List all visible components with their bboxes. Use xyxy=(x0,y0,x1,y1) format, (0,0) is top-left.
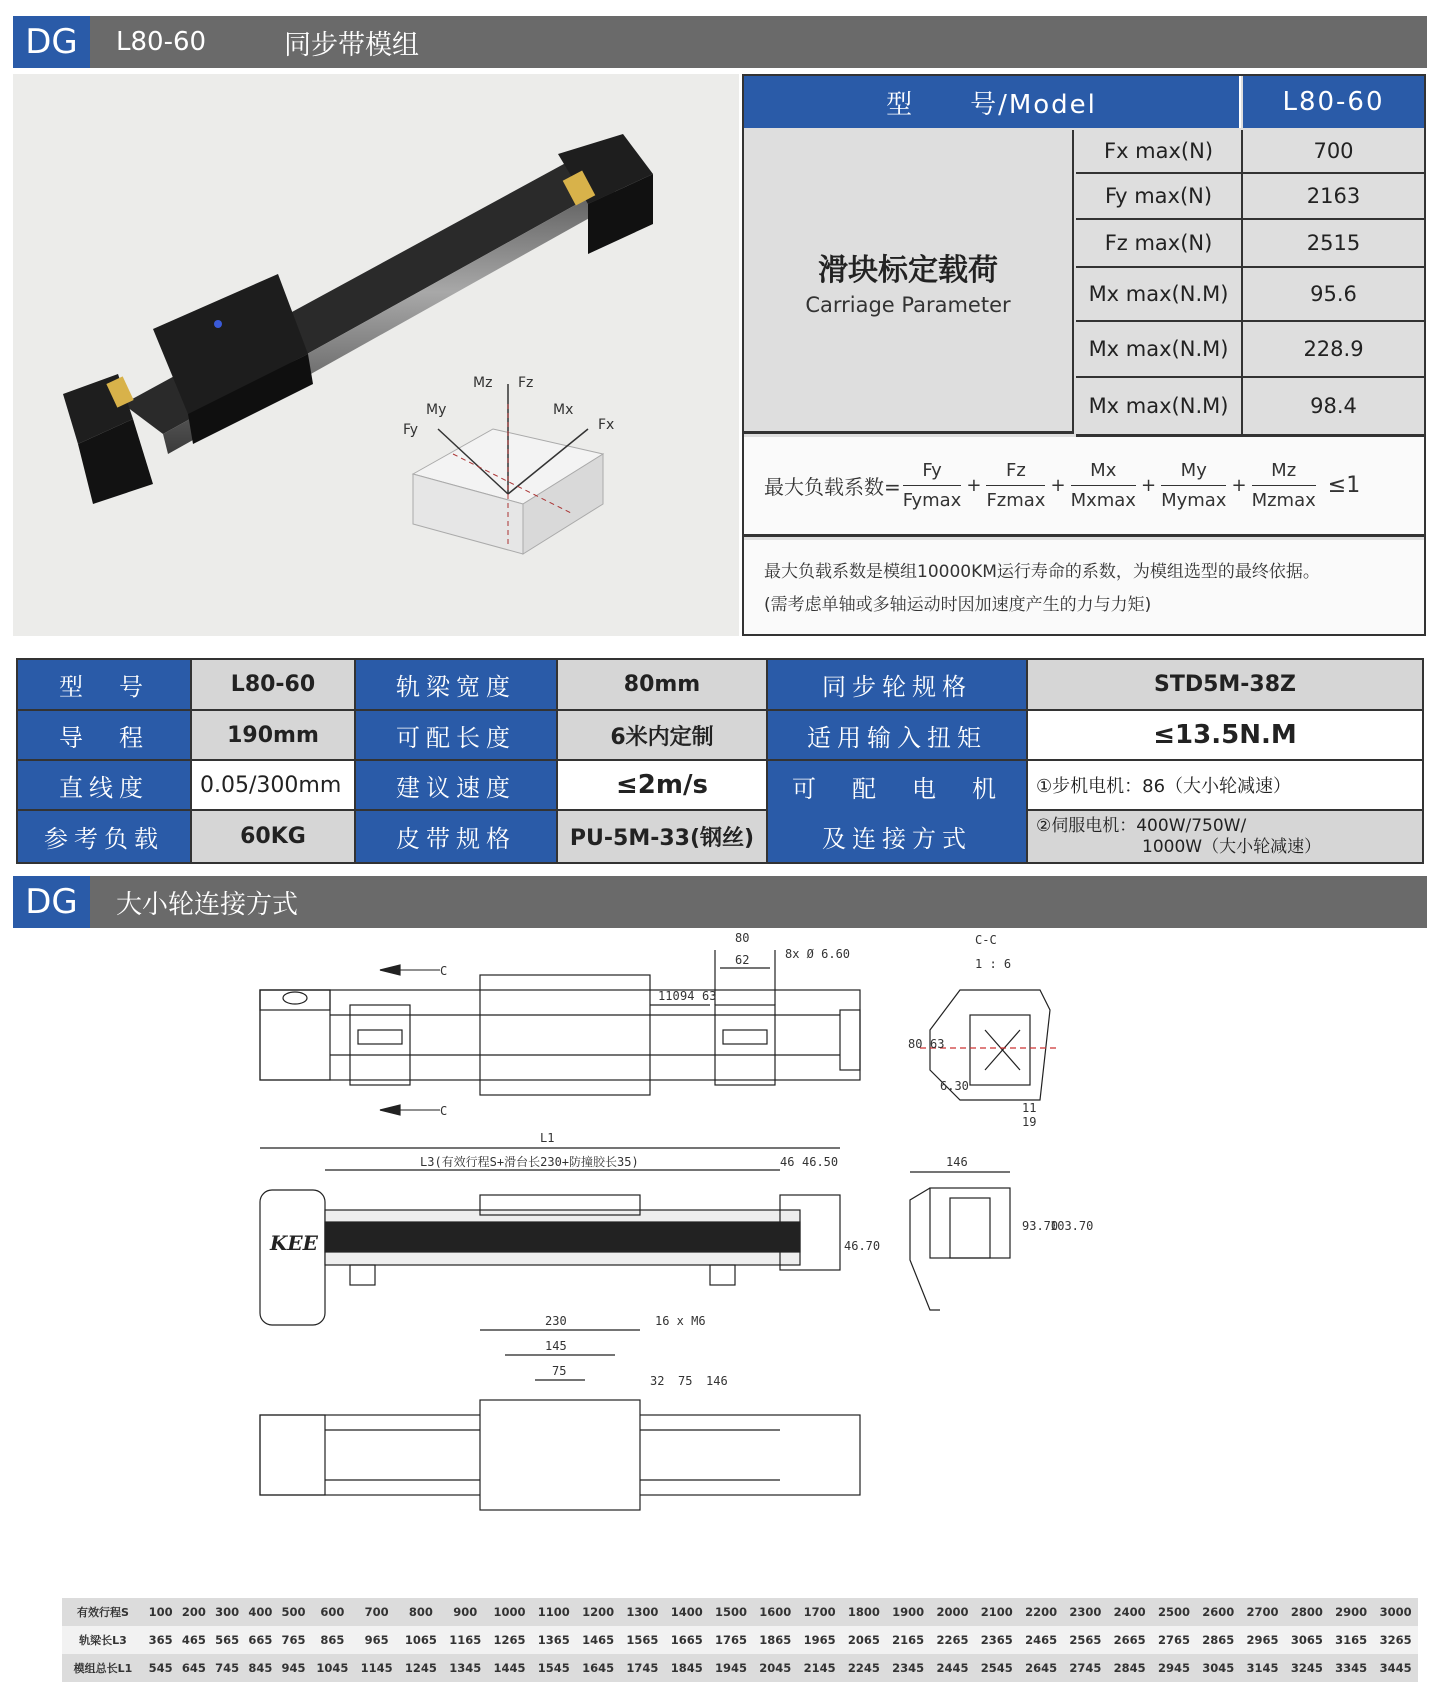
stroke-cell: 3245 xyxy=(1285,1654,1329,1682)
label-motor: 可 配 电 机 xyxy=(768,761,1028,811)
dim: 46 xyxy=(780,1155,795,1169)
stroke-cell: 700 xyxy=(354,1598,398,1626)
dim-holes: 16 x M6 xyxy=(655,1314,706,1328)
stroke-cell: 945 xyxy=(277,1654,310,1682)
stroke-cell: 645 xyxy=(177,1654,210,1682)
note-line-1: 最大负载系数是模组10000KM运行寿命的系数，为模组选型的最终依据。 xyxy=(764,562,1320,582)
dim: 103.70 xyxy=(1050,1219,1094,1233)
label-mx: Mx xyxy=(553,402,574,418)
dim: 80 xyxy=(908,1037,923,1051)
product-photo xyxy=(13,74,739,636)
dim: 146 xyxy=(946,1155,968,1169)
formula-term: $\frac{Fz}{Fzmax}$ xyxy=(986,460,1046,511)
value-lead: 190mm xyxy=(192,711,356,761)
stroke-cell: 3265 xyxy=(1373,1626,1418,1654)
bottom-view xyxy=(260,1330,860,1510)
value-belt: PU-5M-33(钢丝) xyxy=(558,811,768,862)
stroke-cell: 3000 xyxy=(1373,1598,1418,1626)
param-label: Mx max(N.M) xyxy=(1076,268,1243,322)
stroke-cell: 1045 xyxy=(310,1654,354,1682)
stroke-cell: 3045 xyxy=(1196,1654,1240,1682)
value-straightness: 0.05/300mm xyxy=(192,761,356,811)
label-fz: Fz xyxy=(518,375,534,391)
stroke-cell: 1365 xyxy=(532,1626,576,1654)
stroke-cell: 1900 xyxy=(886,1598,930,1626)
formula-suffix: ≤1 xyxy=(1327,473,1361,498)
param-value: 2515 xyxy=(1243,220,1424,268)
value-pulley-spec: STD5M-38Z xyxy=(1028,660,1422,711)
top-view xyxy=(260,950,860,1115)
stroke-cell: 1200 xyxy=(576,1598,620,1626)
stroke-cell: 2300 xyxy=(1063,1598,1107,1626)
load-note xyxy=(744,540,1424,634)
stroke-cell: 1065 xyxy=(399,1626,443,1654)
label-model: 型 号 xyxy=(18,660,192,711)
stroke-cell: 1345 xyxy=(443,1654,487,1682)
dim: 94 xyxy=(680,989,695,1003)
stroke-cell: 2345 xyxy=(886,1654,930,1682)
stroke-cell: 2000 xyxy=(930,1598,974,1626)
stroke-cell: 365 xyxy=(144,1626,177,1654)
stroke-cell: 800 xyxy=(399,1598,443,1626)
dim-l3: L3(有效行程S+滑台长230+防撞胶长35) xyxy=(420,1155,639,1169)
module-params-table xyxy=(16,658,1424,864)
dim: 75 xyxy=(678,1374,693,1388)
value-rail-width: 80mm xyxy=(558,660,768,711)
formula-term: $\frac{Fy}{Fymax}$ xyxy=(902,460,962,511)
stroke-cell: 845 xyxy=(244,1654,277,1682)
dim: 62 xyxy=(735,953,750,967)
stroke-cell: 400 xyxy=(244,1598,277,1626)
row-header: 轨梁长L3 xyxy=(62,1626,144,1654)
formula-term: $\frac{Mx}{Mxmax}$ xyxy=(1070,460,1136,511)
dim: 230 xyxy=(545,1314,567,1328)
stroke-cell: 1945 xyxy=(709,1654,753,1682)
value-stepper-motor: ①步机电机：86（大小轮减速） xyxy=(1028,761,1422,811)
section-marker: C xyxy=(440,964,448,978)
value-model: L80-60 xyxy=(192,660,356,711)
dim: 46.50 xyxy=(802,1155,839,1169)
stroke-cell: 1765 xyxy=(709,1626,753,1654)
row-header: 有效行程S xyxy=(62,1598,144,1626)
label-torque: 适用输入扭矩 xyxy=(768,711,1028,761)
dim: 110 xyxy=(658,989,680,1003)
value-speed: ≤2m/s xyxy=(558,761,768,811)
stroke-cell: 2845 xyxy=(1108,1654,1152,1682)
stroke-cell: 2865 xyxy=(1196,1626,1240,1654)
stroke-cell: 1145 xyxy=(354,1654,398,1682)
side-view xyxy=(260,1148,840,1325)
stroke-cell: 765 xyxy=(277,1626,310,1654)
stroke-cell: 1165 xyxy=(443,1626,487,1654)
stroke-cell: 2900 xyxy=(1329,1598,1373,1626)
stroke-cell: 1865 xyxy=(753,1626,797,1654)
stroke-cell: 2200 xyxy=(1019,1598,1063,1626)
label-connection: 及连接方式 xyxy=(768,811,1028,862)
dim: 75 xyxy=(552,1364,567,1378)
param-value: 98.4 xyxy=(1243,378,1424,437)
stroke-cell: 2745 xyxy=(1063,1654,1107,1682)
stroke-cell: 745 xyxy=(210,1654,243,1682)
label-straightness: 直线度 xyxy=(18,761,192,811)
model-heading: 型 号/Model xyxy=(744,76,1241,128)
stroke-cell: 1500 xyxy=(709,1598,753,1626)
model-value: L80-60 xyxy=(1243,76,1424,128)
stroke-cell: 2945 xyxy=(1152,1654,1196,1682)
label-load: 参考负载 xyxy=(18,811,192,862)
stroke-table-row xyxy=(62,1598,1418,1626)
formula-prefix: 最大负载系数= xyxy=(764,475,901,499)
label-fx: Fx xyxy=(598,417,615,433)
carriage-spec-table xyxy=(742,74,1426,636)
label-speed: 建议速度 xyxy=(356,761,558,811)
stroke-cell: 2100 xyxy=(975,1598,1019,1626)
stroke-cell: 1100 xyxy=(532,1598,576,1626)
stroke-cell: 100 xyxy=(144,1598,177,1626)
stroke-cell: 1745 xyxy=(620,1654,664,1682)
label-belt: 皮带规格 xyxy=(356,811,558,862)
stroke-table-row xyxy=(62,1654,1418,1682)
param-value: 228.9 xyxy=(1243,322,1424,378)
end-view xyxy=(910,1172,1010,1310)
stroke-table-row xyxy=(62,1626,1418,1654)
drawing-canvas xyxy=(240,930,1200,1590)
stroke-cell: 565 xyxy=(210,1626,243,1654)
header-title: 大小轮连接方式 xyxy=(116,889,299,920)
stroke-cell: 2400 xyxy=(1108,1598,1152,1626)
dim: 63 xyxy=(930,1037,945,1051)
carriage-title-cn: 滑块标定载荷 xyxy=(818,252,998,288)
stroke-cell: 1665 xyxy=(665,1626,709,1654)
param-label: Mx max(N.M) xyxy=(1076,378,1243,437)
stroke-cell: 2365 xyxy=(975,1626,1019,1654)
stroke-cell: 3445 xyxy=(1373,1654,1418,1682)
stroke-cell: 545 xyxy=(144,1654,177,1682)
param-value: 95.6 xyxy=(1243,268,1424,322)
stroke-cell: 1700 xyxy=(797,1598,841,1626)
stroke-cell: 1965 xyxy=(797,1626,841,1654)
section-header-module xyxy=(13,16,1427,68)
stroke-cell: 1265 xyxy=(487,1626,531,1654)
header-model: L80-60 xyxy=(116,27,207,57)
dim: 145 xyxy=(545,1339,567,1353)
stroke-cell: 1445 xyxy=(487,1654,531,1682)
stroke-cell: 665 xyxy=(244,1626,277,1654)
stroke-cell: 2965 xyxy=(1240,1626,1284,1654)
stroke-cell: 2645 xyxy=(1019,1654,1063,1682)
stroke-length-table xyxy=(62,1598,1418,1682)
stroke-cell: 2065 xyxy=(842,1626,886,1654)
stroke-cell: 3145 xyxy=(1240,1654,1284,1682)
carriage-title-en: Carriage Parameter xyxy=(805,292,1011,317)
stroke-cell: 1545 xyxy=(532,1654,576,1682)
section-header-connection xyxy=(13,876,1427,928)
row-header: 模组总长L1 xyxy=(62,1654,144,1682)
dim: 8x Ø 6.60 xyxy=(785,947,851,961)
kee-logo-text: KEE xyxy=(270,1231,318,1255)
stroke-cell: 865 xyxy=(310,1626,354,1654)
technical-drawings xyxy=(240,930,1200,1590)
value-length: 6米内定制 xyxy=(558,711,768,761)
stroke-cell: 2800 xyxy=(1285,1598,1329,1626)
stroke-cell: 2500 xyxy=(1152,1598,1196,1626)
stroke-cell: 900 xyxy=(443,1598,487,1626)
stroke-cell: 1000 xyxy=(487,1598,531,1626)
stroke-cell: 300 xyxy=(210,1598,243,1626)
stroke-cell: 2265 xyxy=(930,1626,974,1654)
dg-badge: DG xyxy=(13,876,90,928)
dim: 63 xyxy=(702,989,717,1003)
stroke-cell: 2600 xyxy=(1196,1598,1240,1626)
stroke-cell: 600 xyxy=(310,1598,354,1626)
stroke-cell: 1800 xyxy=(842,1598,886,1626)
product-illustration xyxy=(13,74,739,636)
label-length: 可配长度 xyxy=(356,711,558,761)
stroke-cell: 2245 xyxy=(842,1654,886,1682)
stroke-cell: 3065 xyxy=(1285,1626,1329,1654)
dim: 146 xyxy=(706,1374,728,1388)
stroke-cell: 2165 xyxy=(886,1626,930,1654)
stroke-cell: 2665 xyxy=(1108,1626,1152,1654)
stroke-cell: 2565 xyxy=(1063,1626,1107,1654)
formula-term: $\frac{Mz}{Mzmax}$ xyxy=(1251,460,1316,511)
dim: 80 xyxy=(735,931,750,945)
stroke-cell: 1565 xyxy=(620,1626,664,1654)
stroke-cell: 3345 xyxy=(1329,1654,1373,1682)
param-label: Fy max(N) xyxy=(1076,174,1243,220)
value-servo-motor: ②伺服电机：400W/750W/ 1000W（大小轮减速） xyxy=(1028,811,1422,862)
load-diagram xyxy=(403,375,614,554)
stroke-cell: 1245 xyxy=(399,1654,443,1682)
label-fy: Fy xyxy=(403,422,419,438)
param-label: Fx max(N) xyxy=(1076,130,1243,174)
dim: 19 xyxy=(1022,1115,1037,1129)
label-my: My xyxy=(426,402,447,418)
header-title: 同步带模组 xyxy=(284,29,420,61)
stroke-cell: 1645 xyxy=(576,1654,620,1682)
section-title: C-C xyxy=(975,933,997,947)
label-rail-width: 轨梁宽度 xyxy=(356,660,558,711)
stroke-cell: 1300 xyxy=(620,1598,664,1626)
max-load-formula: 最大负载系数= $\frac{Fy}{Fymax}$ + $\frac{Fz}{Fzmax}$ + $\frac{Mx}{Mxmax}$ + $\frac{My}{Mymax}$ + $\frac{Mz}{Mzmax}$ ≤1 xyxy=(744,437,1424,537)
stroke-cell: 1600 xyxy=(753,1598,797,1626)
dim: 6.30 xyxy=(940,1079,969,1093)
section-marker: C xyxy=(440,1104,448,1118)
stroke-cell: 1465 xyxy=(576,1626,620,1654)
note-line-2: (需考虑单轴或多轴运动时因加速度产生的力与力矩) xyxy=(764,595,1152,615)
stroke-cell: 1845 xyxy=(665,1654,709,1682)
dim: 93.70 xyxy=(1022,1219,1059,1233)
dim-l1: L1 xyxy=(540,1131,555,1145)
param-value: 700 xyxy=(1243,130,1424,174)
label-mz: Mz xyxy=(473,375,493,391)
value-torque: ≤13.5N.M xyxy=(1028,711,1422,761)
formula-term: $\frac{My}{Mymax}$ xyxy=(1161,460,1227,511)
stroke-cell: 2045 xyxy=(753,1654,797,1682)
stroke-cell: 3165 xyxy=(1329,1626,1373,1654)
stroke-cell: 965 xyxy=(354,1626,398,1654)
dg-badge: DG xyxy=(13,16,90,68)
stroke-cell: 2465 xyxy=(1019,1626,1063,1654)
param-label: Fz max(N) xyxy=(1076,220,1243,268)
param-label: Mx max(N.M) xyxy=(1076,322,1243,378)
stroke-cell: 2765 xyxy=(1152,1626,1196,1654)
value-load: 60KG xyxy=(192,811,356,862)
stroke-cell: 2700 xyxy=(1240,1598,1284,1626)
stroke-cell: 200 xyxy=(177,1598,210,1626)
label-lead: 导 程 xyxy=(18,711,192,761)
section-scale: 1 : 6 xyxy=(975,957,1012,971)
dim: 11 xyxy=(1022,1101,1037,1115)
stroke-cell: 500 xyxy=(277,1598,310,1626)
carriage-parameter-cell xyxy=(744,130,1074,434)
stroke-cell: 1400 xyxy=(665,1598,709,1626)
stroke-cell: 2145 xyxy=(797,1654,841,1682)
stroke-cell: 465 xyxy=(177,1626,210,1654)
stroke-cell: 2545 xyxy=(975,1654,1019,1682)
stroke-cell: 2445 xyxy=(930,1654,974,1682)
param-value: 2163 xyxy=(1243,174,1424,220)
dim: 32 xyxy=(650,1374,665,1388)
label-pulley-spec: 同步轮规格 xyxy=(768,660,1028,711)
dim: 46.70 xyxy=(844,1239,881,1253)
